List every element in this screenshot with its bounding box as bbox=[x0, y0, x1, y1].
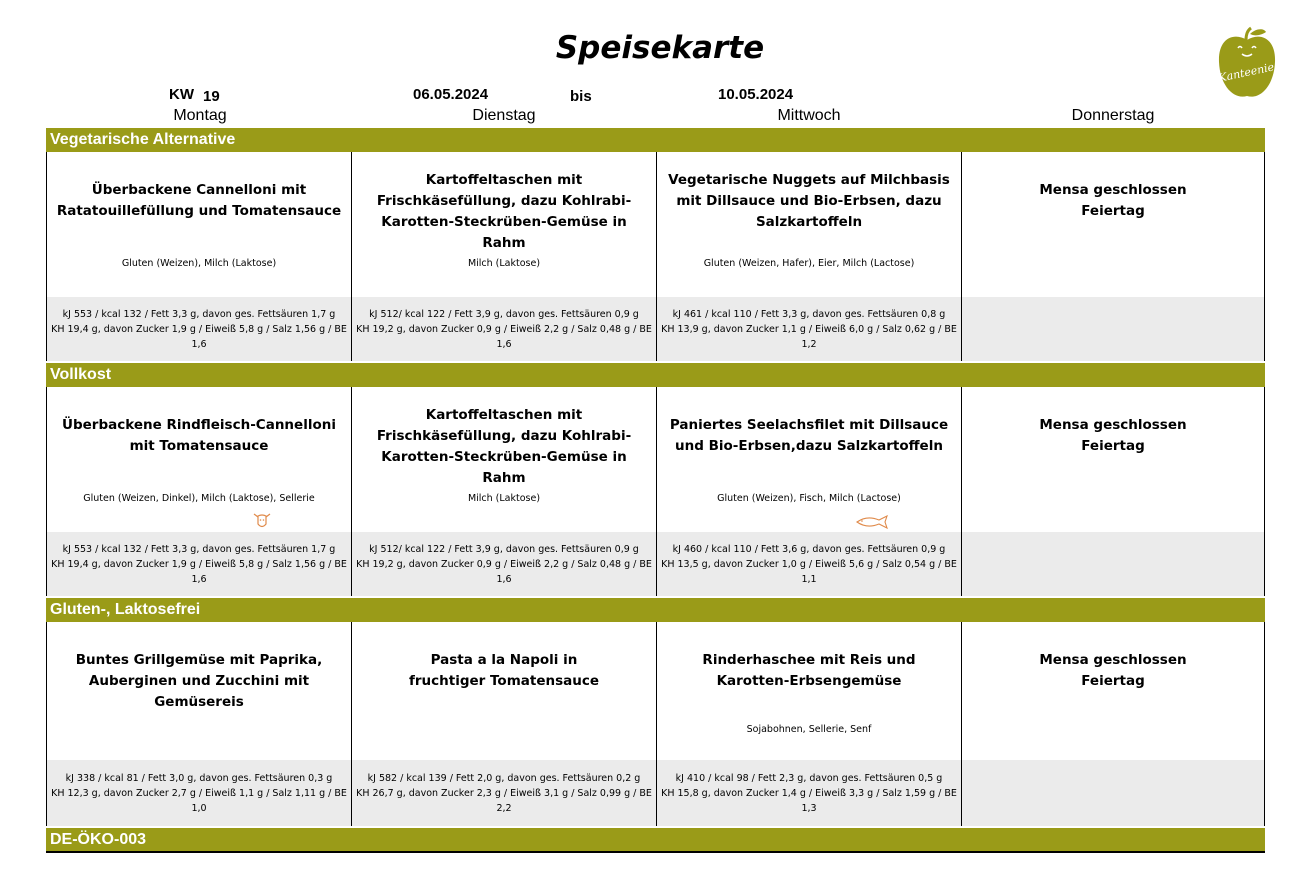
meal-name: Pasta a la Napoli in fruchtiger Tomatensauce bbox=[408, 652, 599, 689]
menu-cell bbox=[46, 622, 351, 826]
section-band-vegetarisch: Vegetarische Alternative bbox=[46, 128, 1265, 152]
menu-cell bbox=[656, 387, 961, 596]
section-row-vollkost bbox=[46, 387, 1265, 596]
footer-band: DE-ÖKO-003 bbox=[46, 828, 1265, 852]
nutrition-line: kJ 512/ kcal 122 / Fett 3,9 g, davon ges. Fettsäuren 0,9 g bbox=[369, 543, 639, 555]
nutrition-info bbox=[352, 297, 656, 361]
section-row-vegetarisch bbox=[46, 152, 1265, 361]
kw-value: 19 bbox=[203, 88, 220, 105]
nutrition-info bbox=[352, 532, 656, 596]
logo-text: Kanteenie bbox=[1217, 60, 1276, 85]
menu-cell bbox=[961, 622, 1265, 826]
meal-name: Buntes Grillgemüse mit Paprika, Auberginen und Zucchini mit Gemüsereis bbox=[75, 652, 323, 710]
nutrition-info bbox=[47, 760, 351, 826]
meal-name: Kartoffeltaschen mit Frischkäsefüllung, dazu Kohlrabi-Karotten-Steckrüben-Gemüse in Rahm bbox=[376, 407, 632, 486]
date-to: 10.05.2024 bbox=[718, 86, 794, 103]
menu-cell bbox=[656, 152, 961, 361]
menu-cell bbox=[961, 152, 1265, 361]
nutrition-line: KH 19,4 g, davon Zucker 1,9 g / Eiweiß 5,8 g / Salz 1,56 g / BE 1,6 bbox=[51, 323, 347, 350]
meal-name: Überbackene Cannelloni mit Ratatouillefüllung und Tomatensauce bbox=[56, 182, 342, 219]
section-band-glutenfrei: Gluten-, Laktosefrei bbox=[46, 598, 1265, 622]
menu-cell bbox=[351, 152, 656, 361]
meal-name: Mensa geschlossen Feiertag bbox=[1039, 652, 1187, 689]
allergens: Milch (Laktose) bbox=[467, 493, 541, 504]
menu-cell bbox=[351, 387, 656, 596]
allergens: Gluten (Weizen, Hafer), Eier, Milch (Lactose) bbox=[703, 258, 915, 269]
menu-cell bbox=[46, 387, 351, 596]
nutrition-info bbox=[657, 297, 961, 361]
meal-name: Paniertes Seelachsfilet mit Dillsauce und Bio-Erbsen,dazu Salzkartoffeln bbox=[669, 417, 949, 454]
nutrition-line: KH 19,2 g, davon Zucker 0,9 g / Eiweiß 2,2 g / Salz 0,48 g / BE 1,6 bbox=[356, 558, 652, 585]
nutrition-line: KH 26,7 g, davon Zucker 2,3 g / Eiweiß 3,1 g / Salz 0,99 g / BE 2,2 bbox=[356, 787, 652, 814]
section-row-glutenfrei bbox=[46, 622, 1265, 826]
allergens: Gluten (Weizen), Milch (Laktose) bbox=[121, 258, 277, 269]
bottom-rule bbox=[46, 851, 1265, 853]
nutrition-line: kJ 461 / kcal 110 / Fett 3,3 g, davon ges. Fettsäuren 0,8 g bbox=[672, 308, 946, 320]
nutrition-line: kJ 512/ kcal 122 / Fett 3,9 g, davon ges. Fettsäuren 0,9 g bbox=[369, 308, 639, 320]
menu-cell bbox=[46, 152, 351, 361]
nutrition-info bbox=[657, 760, 961, 826]
nutrition-line: kJ 338 / kcal 81 / Fett 3,0 g, davon ges. Fettsäuren 0,3 g bbox=[65, 772, 333, 784]
meal-name: Überbackene Rindfleisch-Cannelloni mit Tomatensauce bbox=[62, 417, 336, 454]
menu-cell bbox=[961, 387, 1265, 596]
nutrition-line: KH 13,9 g, davon Zucker 1,1 g / Eiweiß 6,0 g / Salz 0,62 g / BE 1,2 bbox=[661, 323, 957, 350]
allergens: Gluten (Weizen, Dinkel), Milch (Laktose), Sellerie bbox=[83, 493, 315, 504]
nutrition-info bbox=[962, 297, 1264, 361]
nutrition-line: KH 13,5 g, davon Zucker 1,0 g / Eiweiß 5,6 g / Salz 0,54 g / BE 1,1 bbox=[661, 558, 957, 585]
menu-cell bbox=[351, 622, 656, 826]
nutrition-line: KH 19,4 g, davon Zucker 1,9 g / Eiweiß 5,8 g / Salz 1,56 g / BE 1,6 bbox=[51, 558, 347, 585]
nutrition-info bbox=[47, 297, 351, 361]
meal-name: Mensa geschlossen Feiertag bbox=[1039, 182, 1187, 219]
meal-name: Mensa geschlossen Feiertag bbox=[1039, 417, 1187, 454]
day-tuesday: Dienstag bbox=[472, 107, 536, 124]
nutrition-line: kJ 582 / kcal 139 / Fett 2,0 g, davon ges. Fettsäuren 0,2 g bbox=[367, 772, 641, 784]
nutrition-info bbox=[962, 532, 1264, 596]
fish-icon bbox=[855, 515, 889, 529]
date-from: 06.05.2024 bbox=[413, 86, 489, 103]
meal-name: Kartoffeltaschen mit Frischkäsefüllung, dazu Kohlrabi-Karotten-Steckrüben-Gemüse in Rahm bbox=[376, 172, 632, 251]
bis-label: bis bbox=[570, 88, 592, 105]
meal-name: Rinderhaschee mit Reis und Karotten-Erbsengemüse bbox=[702, 652, 916, 689]
nutrition-line: KH 19,2 g, davon Zucker 0,9 g / Eiweiß 2,2 g / Salz 0,48 g / BE 1,6 bbox=[356, 323, 652, 350]
nutrition-info bbox=[962, 760, 1264, 826]
page-title: Speisekarte bbox=[555, 30, 765, 66]
nutrition-line: KH 15,8 g, davon Zucker 1,4 g / Eiweiß 3,3 g / Salz 1,59 g / BE 1,3 bbox=[661, 787, 957, 814]
nutrition-info bbox=[657, 532, 961, 596]
allergens: Milch (Laktose) bbox=[467, 258, 541, 269]
nutrition-line: KH 12,3 g, davon Zucker 2,7 g / Eiweiß 1,1 g / Salz 1,11 g / BE 1,0 bbox=[51, 787, 347, 814]
nutrition-info bbox=[352, 760, 656, 826]
allergens: Gluten (Weizen), Fisch, Milch (Lactose) bbox=[717, 493, 901, 504]
nutrition-line: kJ 410 / kcal 98 / Fett 2,3 g, davon ges. Fettsäuren 0,5 g bbox=[675, 772, 943, 784]
day-monday: Montag bbox=[173, 107, 227, 124]
nutrition-info bbox=[47, 532, 351, 596]
kw-label: KW bbox=[169, 86, 194, 103]
kanteenie-logo bbox=[1216, 26, 1278, 104]
day-wednesday: Mittwoch bbox=[777, 107, 841, 124]
nutrition-line: kJ 460 / kcal 110 / Fett 3,6 g, davon ges. Fettsäuren 0,9 g bbox=[672, 543, 946, 555]
menu-cell bbox=[656, 622, 961, 826]
day-thursday: Donnerstag bbox=[1071, 107, 1155, 124]
nutrition-line: kJ 553 / kcal 132 / Fett 3,3 g, davon ges. Fettsäuren 1,7 g bbox=[62, 308, 336, 320]
nutrition-line: kJ 553 / kcal 132 / Fett 3,3 g, davon ges. Fettsäuren 1,7 g bbox=[62, 543, 336, 555]
meal-name: Vegetarische Nuggets auf Milchbasis mit Dillsauce und Bio-Erbsen, dazu Salzkartoffeln bbox=[668, 172, 950, 230]
cow-icon bbox=[251, 511, 273, 531]
section-band-vollkost: Vollkost bbox=[46, 363, 1265, 387]
allergens: Sojabohnen, Sellerie, Senf bbox=[746, 724, 872, 735]
